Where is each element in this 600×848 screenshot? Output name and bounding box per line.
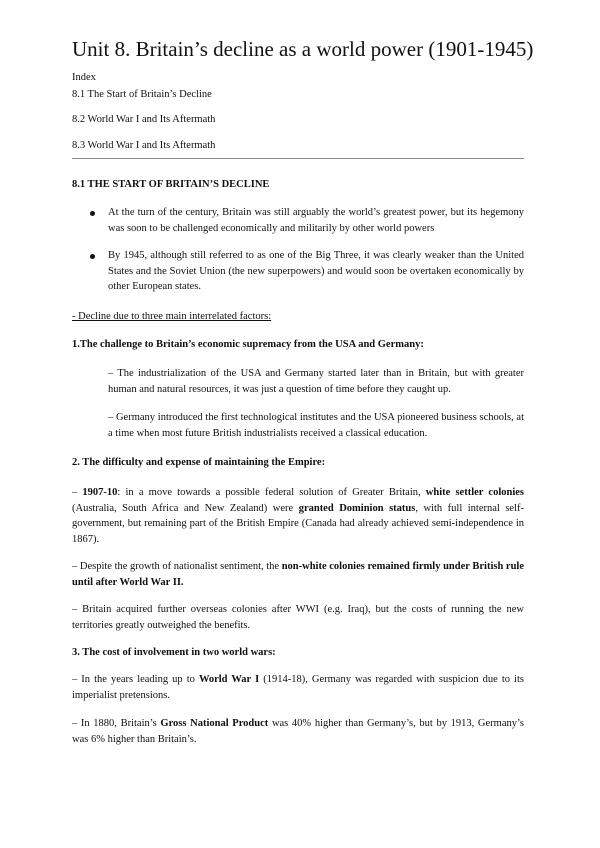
page-title: Unit 8. Britain’s decline as a world power (1901-1945) <box>72 37 534 61</box>
bullet-paragraph-2: By 1945, although still referred to as one of the Big Three, it was clearly weaker than the United States and the Soviet Union (the new superpowers) and would soon be overtaken economically by other European states. <box>108 250 524 292</box>
factor-1-heading: 1.The challenge to Britain’s economic supremacy from the USA and Germany: <box>72 339 424 350</box>
factor-1-paragraph-1: – The industrialization of the USA and Germany started later than in Britain, but with greater human and natural resources, it was just a question of time before they caught up. <box>108 368 524 395</box>
index-item-8-2[interactable]: 8.2 World War I and Its Aftermath <box>72 114 216 125</box>
bullet-dot <box>90 211 95 216</box>
index-label: Index <box>72 72 96 83</box>
factor-3-paragraph-1: – In the years leading up to World War I (1914-18), Germany was regarded with suspicion due to its imperialist pretensions. <box>72 674 524 701</box>
bullet-dot <box>90 254 95 259</box>
factor-3-paragraph-2: – In 1880, Britain’s Gross National Product was 40% higher than Germany’s, but by 1913, Germany’s was 6% higher than Britain’s. <box>72 718 524 745</box>
factor-2-paragraph-2: – Despite the growth of nationalist sentiment, the non-white colonies remained firmly under British rule until after World War II. <box>72 561 524 588</box>
factor-2-heading: 2. The difficulty and expense of maintaining the Empire: <box>72 457 326 468</box>
index-divider <box>72 158 524 159</box>
factor-1-paragraph-2: – Germany introduced the first technological institutes and the USA pioneered business schools, at a time when most future British industrialists received a classical education. <box>108 412 524 439</box>
factor-2-paragraph-1: – 1907-10: in a move towards a possible federal solution of Greater Britain, white settler colonies (Australia, South Africa and New Zealand) were granted Dominion status, with full internal self-government, but remaining part of the British Empire (Canada had already achieved semi-independence in 1867). <box>72 487 524 545</box>
index-item-8-1[interactable]: 8.1 The Start of Britain’s Decline <box>72 89 212 100</box>
factors-intro: - Decline due to three main interrelated factors: <box>72 311 272 322</box>
index-item-8-3[interactable]: 8.3 World War I and Its Aftermath <box>72 140 216 151</box>
section-heading-8-1: 8.1 THE START OF BRITAIN’S DECLINE <box>72 179 270 190</box>
factor-2-paragraph-3: – Britain acquired further overseas colonies after WWI (e.g. Iraq), but the costs of running the new territories greatly outweighed the benefits. <box>72 604 524 631</box>
factor-3-heading: 3. The cost of involvement in two world wars: <box>72 647 276 658</box>
bullet-paragraph-1: At the turn of the century, Britain was still arguably the world’s greatest power, but its hegemony was soon to be challenged economically and militarily by other world powers <box>108 207 524 234</box>
